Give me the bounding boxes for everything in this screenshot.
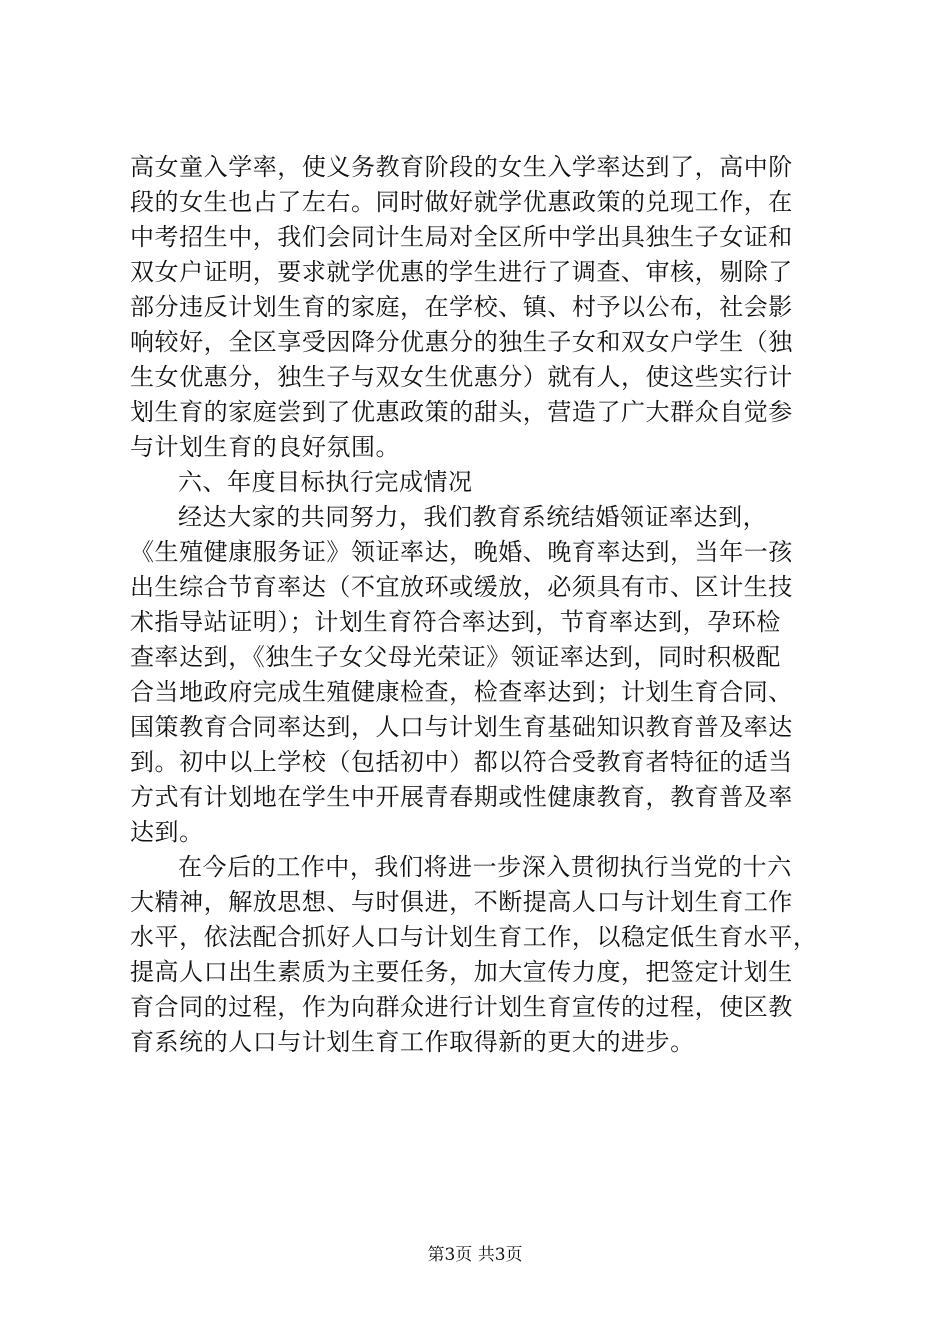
text-line: 划生育的家庭尝到了优惠政策的甜头，营造了广大群众自觉参	[130, 398, 793, 426]
text-line: 生女优惠分，独生子与双女生优惠分）就有人，使这些实行计	[130, 363, 793, 391]
document-body	[130, 150, 825, 1060]
text-line: 国策教育合同率达到，人口与计划生育基础知识教育普及率达	[130, 713, 793, 741]
text-line: 水平，依法配合抓好人口与计划生育工作，以稳定低生育水平，	[130, 923, 818, 951]
text-line: 术指导站证明）；计划生育符合率达到，节育率达到，孕环检	[130, 608, 781, 636]
text-line: 段的女生也占了左右。同时做好就学优惠政策的兑现工作，在	[130, 188, 793, 216]
text-line: 大精神，解放思想、与时俱进，不断提高人口与计划生育工作	[130, 888, 793, 916]
text-line: 查率达到，《独生子女父母光荣证》领证率达到，同时积极配	[130, 643, 781, 671]
text-line: 方式有计划地在学生中开展青春期或性健康教育，教育普及率	[130, 783, 793, 811]
text-line: 提高人口出生素质为主要任务，加大宣传力度，把签定计划生	[130, 958, 793, 986]
text-line: 中考招生中，我们会同计生局对全区所中学出具独生子女证和	[130, 223, 793, 251]
text-line: 到。初中以上学校（包括初中）都以符合受教育者特征的适当	[130, 748, 793, 776]
text-line: 部分违反计划生育的家庭，在学校、镇、村予以公布，社会影	[130, 293, 793, 321]
text-line: 经达大家的共同努力，我们教育系统结婚领证率达到，	[178, 503, 768, 531]
paragraph	[130, 465, 825, 500]
text-line: 达到。	[130, 818, 204, 846]
text-line: 高女童入学率，使义务教育阶段的女生入学率达到了，高中阶	[130, 153, 793, 181]
text-line: 响较好，全区享受因降分优惠分的独生子女和双女户学生（独	[130, 328, 793, 356]
paragraph	[130, 850, 825, 1060]
text-line: 育合同的过程，作为向群众进行计划生育宣传的过程，使区教	[130, 993, 793, 1021]
page-footer: 第3页 共3页	[427, 1245, 523, 1265]
text-line: 双女户证明，要求就学优惠的学生进行了调查、审核，剔除了	[130, 258, 793, 286]
text-line: 合当地政府完成生殖健康检查，检查率达到；计划生育合同、	[130, 678, 793, 706]
paragraph	[130, 150, 825, 465]
text-line: 与计划生育的良好氛围。	[130, 433, 401, 461]
text-line: 育系统的人口与计划生育工作取得新的更大的进步。	[130, 1028, 695, 1056]
text-line: 六、年度目标执行完成情况	[178, 468, 473, 496]
text-line: 出生综合节育率达（不宜放环或缓放，必须具有市、区计生技	[130, 573, 793, 601]
paragraph	[130, 500, 825, 850]
text-line: 《生殖健康服务证》领证率达，晚婚、晚育率达到，当年一孩	[130, 538, 793, 566]
text-line: 在今后的工作中，我们将进一步深入贯彻执行当党的十六	[178, 853, 792, 881]
